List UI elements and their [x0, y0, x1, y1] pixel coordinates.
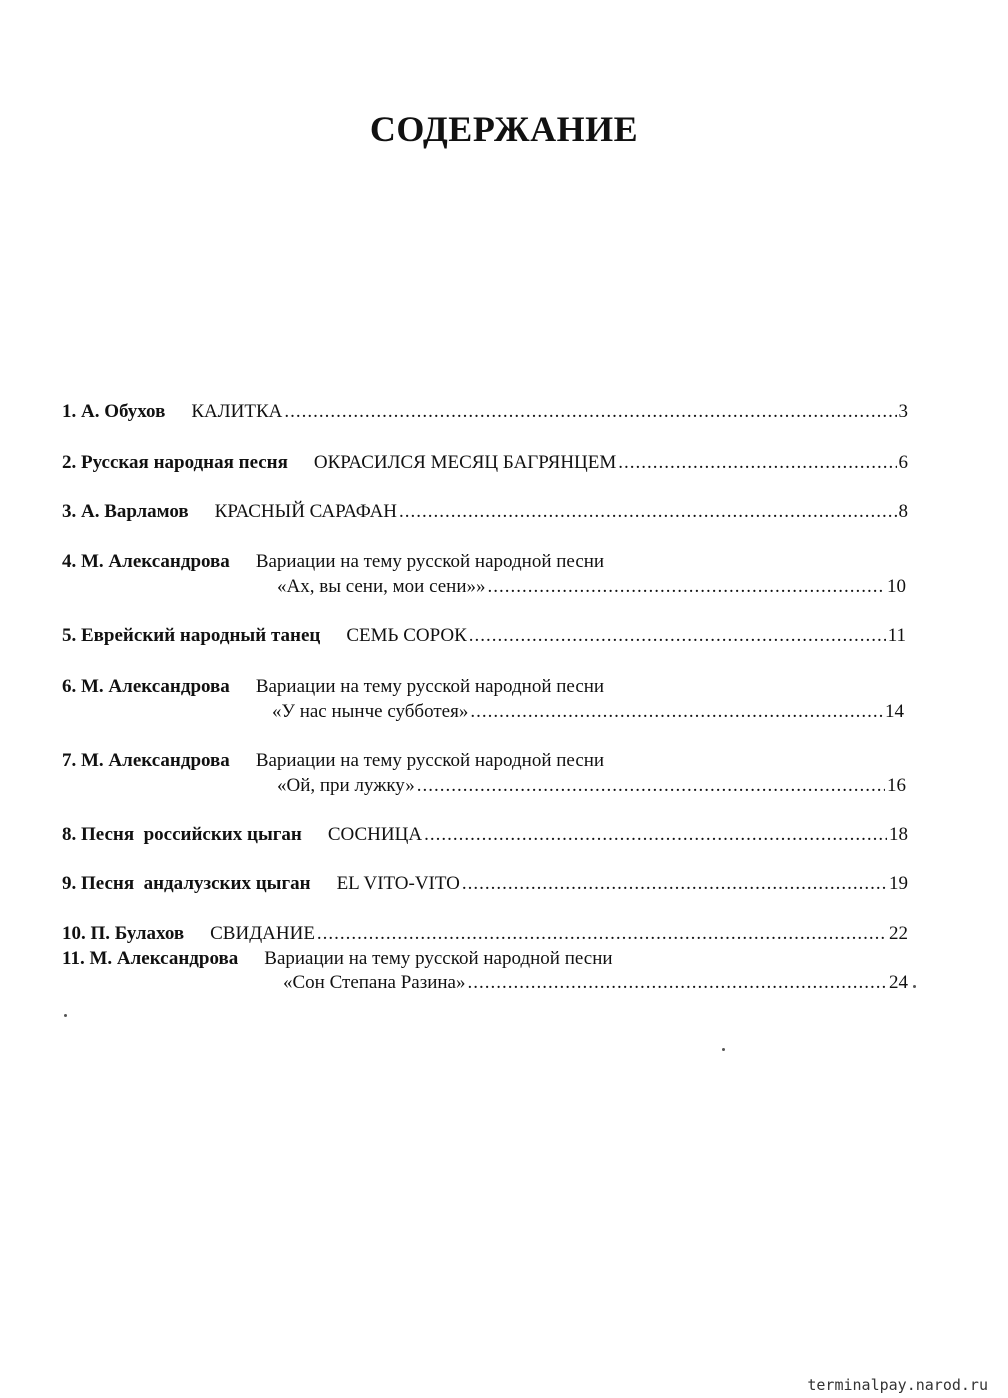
- entry-number: 3.: [62, 501, 77, 522]
- entry-author: Русская народная песня: [81, 452, 288, 473]
- scan-speck: [722, 1048, 725, 1051]
- toc-entry-6-subtitle: [272, 700, 904, 724]
- entry-title: СВИДАНИЕ: [210, 923, 315, 944]
- toc-entry-2: [62, 451, 908, 475]
- entry-author: М. Александрова: [81, 676, 230, 697]
- entry-number: 8.: [62, 824, 77, 845]
- toc-entry-9: [62, 872, 908, 896]
- entry-page: 6: [898, 452, 908, 473]
- entry-author: А. Варламов: [81, 501, 189, 522]
- entry-title: Вариации на тему русской народной песни: [255, 676, 605, 697]
- entry-title: Вариации на тему русской народной песни: [264, 948, 613, 969]
- entry-author: П. Булахов: [90, 923, 185, 944]
- entry-page: 3: [898, 401, 908, 422]
- toc-entry-6: [62, 675, 762, 699]
- toc-entry-11-subtitle: [283, 971, 908, 995]
- toc-entry-4: [62, 550, 762, 574]
- entry-title: КАЛИТКА: [191, 401, 283, 422]
- entry-title: EL VITO-VITO: [336, 873, 460, 894]
- dot-leader: [470, 700, 883, 724]
- entry-number: 1.: [62, 401, 77, 422]
- entry-subtitle: «Ах, вы сени, мои сени»»: [277, 576, 486, 597]
- entry-page: 16: [887, 775, 906, 796]
- toc-entry-7-subtitle: [277, 774, 906, 798]
- entry-subtitle: «Ой, при лужку»: [277, 775, 415, 796]
- entry-page: 24: [889, 972, 908, 993]
- entry-page: 8: [898, 501, 908, 522]
- entry-number: 7.: [62, 750, 77, 771]
- dot-leader: [469, 624, 886, 648]
- entry-number: 6.: [62, 676, 77, 697]
- entry-page: 19: [889, 873, 908, 894]
- entry-title: Вариации на тему русской народной песни: [255, 551, 605, 572]
- entry-title: СОСНИЦА: [327, 824, 423, 845]
- scan-speck: [64, 1014, 67, 1017]
- entry-author: М. Александрова: [81, 551, 230, 572]
- entry-author: Песня российских цыган: [81, 824, 302, 845]
- entry-page: 10: [887, 576, 906, 597]
- dot-leader: [462, 872, 887, 896]
- entry-number: 9.: [62, 873, 77, 894]
- page-title: СОДЕРЖАНИЕ: [369, 109, 639, 149]
- entry-page: 18: [889, 824, 908, 845]
- entry-author: М. Александрова: [81, 750, 230, 771]
- entry-author: А. Обухов: [81, 401, 166, 422]
- dot-leader: [467, 971, 887, 995]
- entry-page: 11: [887, 625, 906, 646]
- toc-entry-10: [62, 922, 908, 946]
- entry-number: 10.: [62, 923, 86, 944]
- entry-number: 4.: [62, 551, 77, 572]
- entry-page: 22: [889, 923, 908, 944]
- dot-leader: [618, 451, 896, 475]
- entry-author: М. Александрова: [89, 948, 239, 969]
- dot-leader: [417, 774, 885, 798]
- toc-entry-1: [62, 400, 908, 424]
- entry-author: Песня андалузских цыган: [81, 873, 311, 894]
- entry-number: 5.: [62, 625, 77, 646]
- entry-title: КРАСНЫЙ САРАФАН: [214, 501, 398, 522]
- toc-entry-5: [62, 624, 906, 648]
- dot-leader: [399, 500, 896, 524]
- entry-subtitle: «Сон Степана Разина»: [283, 972, 466, 993]
- scan-speck: [913, 985, 916, 988]
- entry-subtitle: «У нас нынче субботея»: [272, 701, 469, 722]
- toc-entry-4-subtitle: [277, 575, 906, 599]
- toc-entry-3: [62, 500, 908, 524]
- dot-leader: [424, 823, 887, 847]
- dot-leader: [488, 575, 885, 599]
- toc-entry-7: [62, 749, 762, 773]
- dot-leader: [284, 400, 896, 424]
- entry-title: Вариации на тему русской народной песни: [255, 750, 605, 771]
- entry-title: ОКРАСИЛСЯ МЕСЯЦ БАГРЯНЦЕМ: [313, 452, 617, 473]
- entry-title: СЕМЬ СОРОК: [346, 625, 467, 646]
- dot-leader: [317, 922, 887, 946]
- entry-number: 2.: [62, 452, 77, 473]
- toc-entry-11: [62, 947, 782, 971]
- watermark: terminalpay.narod.ru: [807, 1376, 988, 1394]
- entry-page: 14: [885, 701, 904, 722]
- entry-number: 11.: [62, 948, 85, 969]
- entry-author: Еврейский народный танец: [81, 625, 321, 646]
- toc-entry-8: [62, 823, 908, 847]
